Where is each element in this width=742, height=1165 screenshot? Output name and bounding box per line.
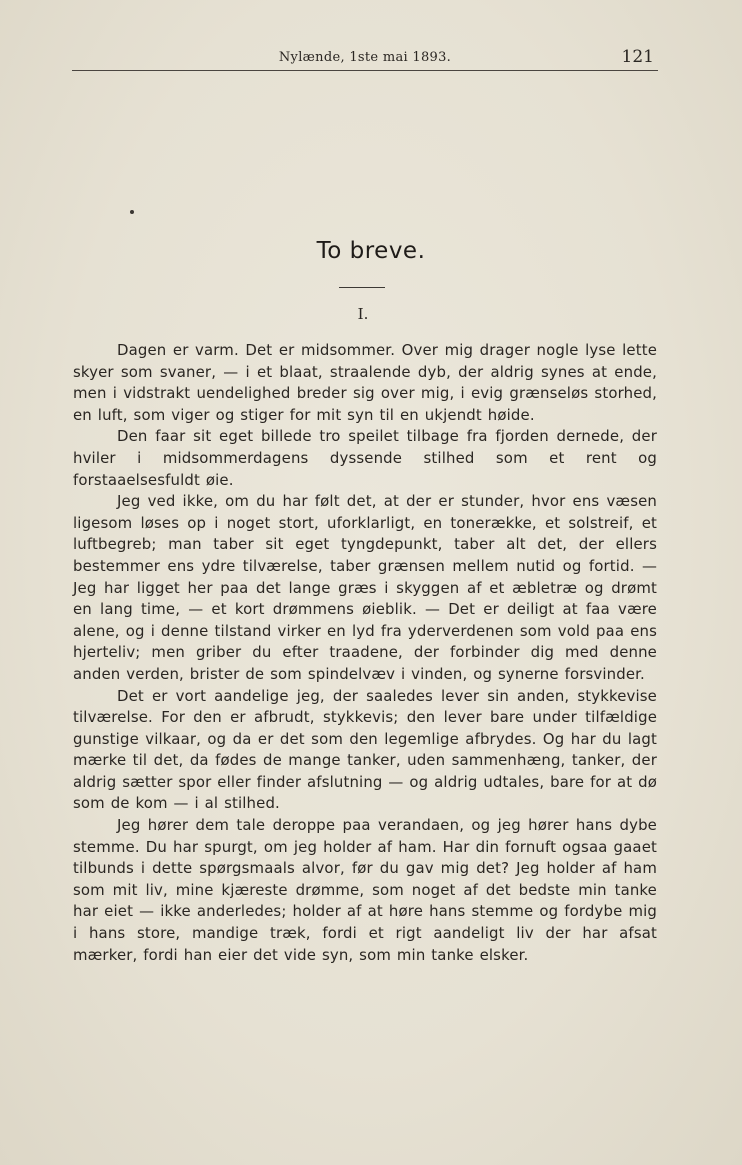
paragraph: Jeg hører dem tale deroppe paa verandaen, og jeg hører hans dybe stemme. Du har spurgt, om jeg holder af ham. Har din fornuft ogsaa gaaet tilbunds i dette spørgsmaals alvor, før du gav mig det? Jeg holder af ham som mit liv, mine kjæreste drømme, som noget af det bedste min tanke har eiet — ikke anderledes; holder af at høre hans stemme og fordybe mig i hans store, mandige træk, fordi et rigt aandeligt liv der har afsat mærker, fordi han eier det vide syn, som min tanke elsker. [73,816,657,964]
section-number: I. [357,305,369,323]
running-header [72,46,658,71]
print-speck [130,210,134,214]
paragraph: Jeg ved ikke, om du har følt det, at der er stunder, hvor ens væsen ligesom løses op i noget stort, uforklarligt, en tonerække, et solstreif, et luftbegreb; man taber sit eget tyngdepunkt, taber alt det, der ellers bestemmer ens ydre tilværelse, taber grænsen mellem nutid og fortid. — Jeg har ligget her paa det lange græs i skyggen af et æbletræ og drømt en lang time, — et kort drømmens øieblik. — Det er deiligt at faa være alene, og i denne tilstand virker en lyd fra yderverdenen som vold paa ens hjerteliv; men griber du efter traadene, der forbinder dig med denne anden verden, brister de som spindelvæv i vinden, og synerne forsvinder. [73,492,657,683]
paragraph: Den faar sit eget billede tro speilet tilbage fra fjorden dernede, der hviler i midsommerdagens dyssende stilhed som et rent og forstaaelsesfuldt øie. [73,427,657,489]
paragraph: Dagen er varm. Det er midsommer. Over mig drager nogle lyse lette skyer som svaner, — i et blaat, straalende dyb, der aldrig synes at ende, men i vidstrakt uendelighed breder sig over mig, i evig grænseløs storhed, en luft, som viger og stiger for mit syn til en ukjendt høide. [73,341,657,424]
page-number: 121 [621,47,654,67]
article-body [73,340,657,966]
article-title: To breve. [316,238,426,264]
title-divider [339,287,385,288]
paragraph: Det er vort aandelige jeg, der saaledes lever sin anden, stykkevise tilværelse. For den er afbrudt, stykkevis; den lever bare under tilfældige gunstige vilkaar, og da er det som den legemlige afbrydes. Og har du lagt mærke til det, da fødes de mange tanker, uden sammenhæng, tanker, der aldrig sætter spor eller finder afslutning — og aldrig udtales, bare for at dø som de kom — i al stilhed. [73,686,657,813]
running-title: Nylænde, 1ste mai 1893. [278,50,452,65]
